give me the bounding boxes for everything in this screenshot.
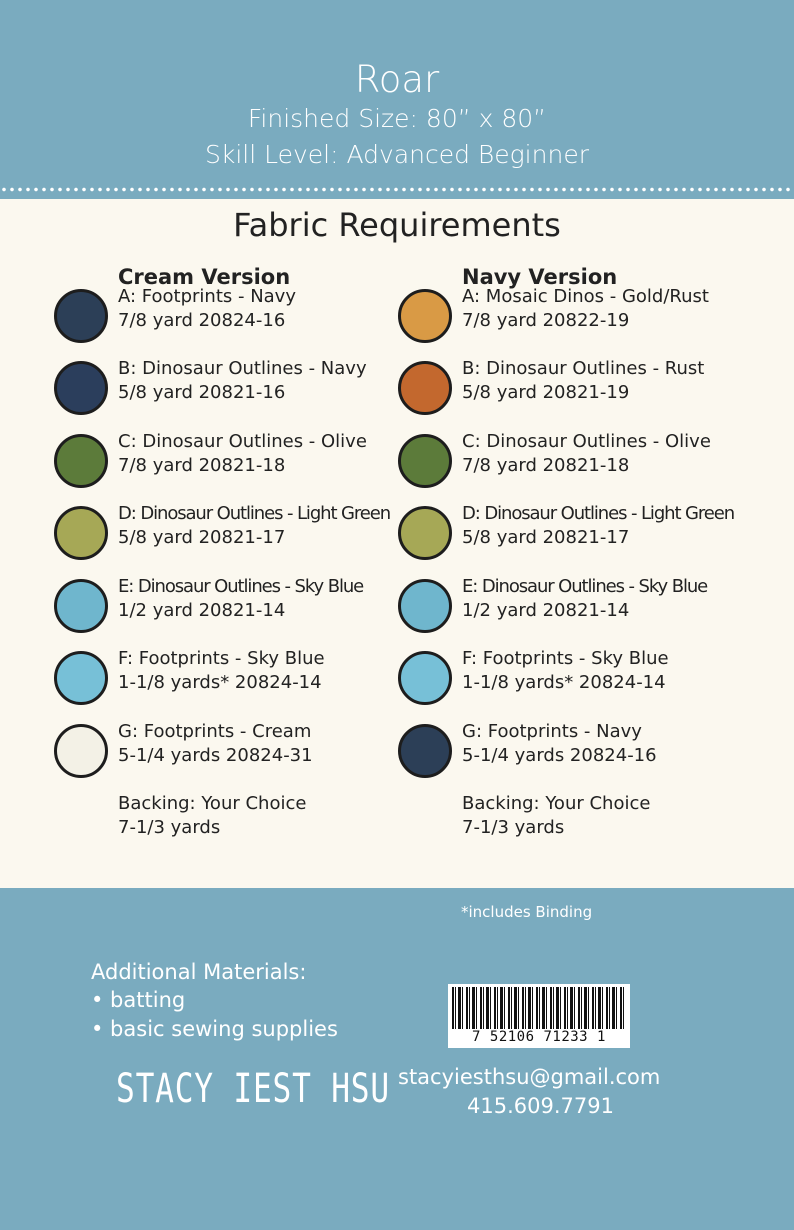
fabric-name: F: Footprints - Sky Blue <box>118 648 325 669</box>
backing-detail: 7-1/3 yards <box>462 817 565 838</box>
designer-brand: STACY IEST HSU <box>116 1066 390 1112</box>
fabric-detail: 1/2 yard 20821-14 <box>462 600 630 621</box>
fabric-detail: 1-1/8 yards* 20824-14 <box>118 672 322 693</box>
additional-materials-title: Additional Materials: <box>91 960 307 984</box>
fabric-name: C: Dinosaur Outlines - Olive <box>118 431 367 452</box>
skill-level: Skill Level: Advanced Beginner <box>205 140 589 169</box>
fabric-detail: 1-1/8 yards* 20824-14 <box>462 672 666 693</box>
fabric-name: B: Dinosaur Outlines - Navy <box>118 358 367 379</box>
fabric-swatch <box>398 289 452 343</box>
fabric-name: B: Dinosaur Outlines - Rust <box>462 358 705 379</box>
fabric-requirements-panel <box>0 199 794 888</box>
fabric-detail: 7/8 yard 20821-18 <box>118 455 286 476</box>
binding-note: *includes Binding <box>461 903 593 921</box>
finished-size: Finished Size: 80” x 80” <box>247 104 547 133</box>
dotted-divider-top <box>0 187 794 192</box>
fabric-name: D: Dinosaur Outlines - Light Green <box>462 503 735 524</box>
backing-name: Backing: Your Choice <box>118 793 307 814</box>
fabric-detail: 5/8 yard 20821-17 <box>462 527 630 548</box>
fabric-swatch <box>54 724 108 778</box>
fabric-swatch <box>398 361 452 415</box>
fabric-detail: 5/8 yard 20821-19 <box>462 382 630 403</box>
fabric-name: E: Dinosaur Outlines - Sky Blue <box>118 576 364 597</box>
fabric-name: A: Footprints - Navy <box>118 286 296 307</box>
backing-name: Backing: Your Choice <box>462 793 651 814</box>
fabric-swatch <box>54 579 108 633</box>
fabric-swatch <box>54 289 108 343</box>
contact-phone: 415.609.7791 <box>467 1094 614 1118</box>
fabric-swatch <box>54 361 108 415</box>
fabric-detail: 7/8 yard 20824-16 <box>118 310 286 331</box>
cream-version-title: Cream Version <box>118 265 291 289</box>
footer <box>0 888 794 1230</box>
header <box>0 0 794 188</box>
fabric-name: A: Mosaic Dinos - Gold/Rust <box>462 286 709 307</box>
fabric-detail: 5/8 yard 20821-16 <box>118 382 286 403</box>
contact-email: stacyiesthsu@gmail.com <box>398 1065 661 1089</box>
fabric-name: C: Dinosaur Outlines - Olive <box>462 431 711 452</box>
fabric-name: G: Footprints - Navy <box>462 721 642 742</box>
fabric-name: F: Footprints - Sky Blue <box>462 648 669 669</box>
additional-item-batting: • batting <box>91 988 186 1012</box>
fabric-name: E: Dinosaur Outlines - Sky Blue <box>462 576 708 597</box>
barcode-digits: 7 52106 71233 1 <box>472 1029 606 1045</box>
barcode-bars <box>452 987 626 1029</box>
fabric-swatch <box>54 651 108 705</box>
fabric-swatch <box>398 724 452 778</box>
fabric-detail: 5-1/4 yards 20824-16 <box>462 745 657 766</box>
fabric-swatch <box>54 434 108 488</box>
navy-version-title: Navy Version <box>462 265 618 289</box>
additional-item-sewing-supplies: • basic sewing supplies <box>91 1017 338 1041</box>
fabric-detail: 5-1/4 yards 20824-31 <box>118 745 313 766</box>
fabric-swatch <box>398 651 452 705</box>
fabric-detail: 7/8 yard 20821-18 <box>462 455 630 476</box>
fabric-name: D: Dinosaur Outlines - Light Green <box>118 503 391 524</box>
fabric-swatch <box>54 506 108 560</box>
fabric-swatch <box>398 434 452 488</box>
fabric-detail: 7/8 yard 20822-19 <box>462 310 630 331</box>
fabric-swatch <box>398 579 452 633</box>
fabric-detail: 5/8 yard 20821-17 <box>118 527 286 548</box>
fabric-name: G: Footprints - Cream <box>118 721 312 742</box>
barcode <box>448 984 630 1048</box>
fabric-swatch <box>398 506 452 560</box>
fabric-requirements-heading: Fabric Requirements <box>233 206 561 244</box>
pattern-title: Roar <box>354 58 440 101</box>
fabric-detail: 1/2 yard 20821-14 <box>118 600 286 621</box>
backing-detail: 7-1/3 yards <box>118 817 221 838</box>
